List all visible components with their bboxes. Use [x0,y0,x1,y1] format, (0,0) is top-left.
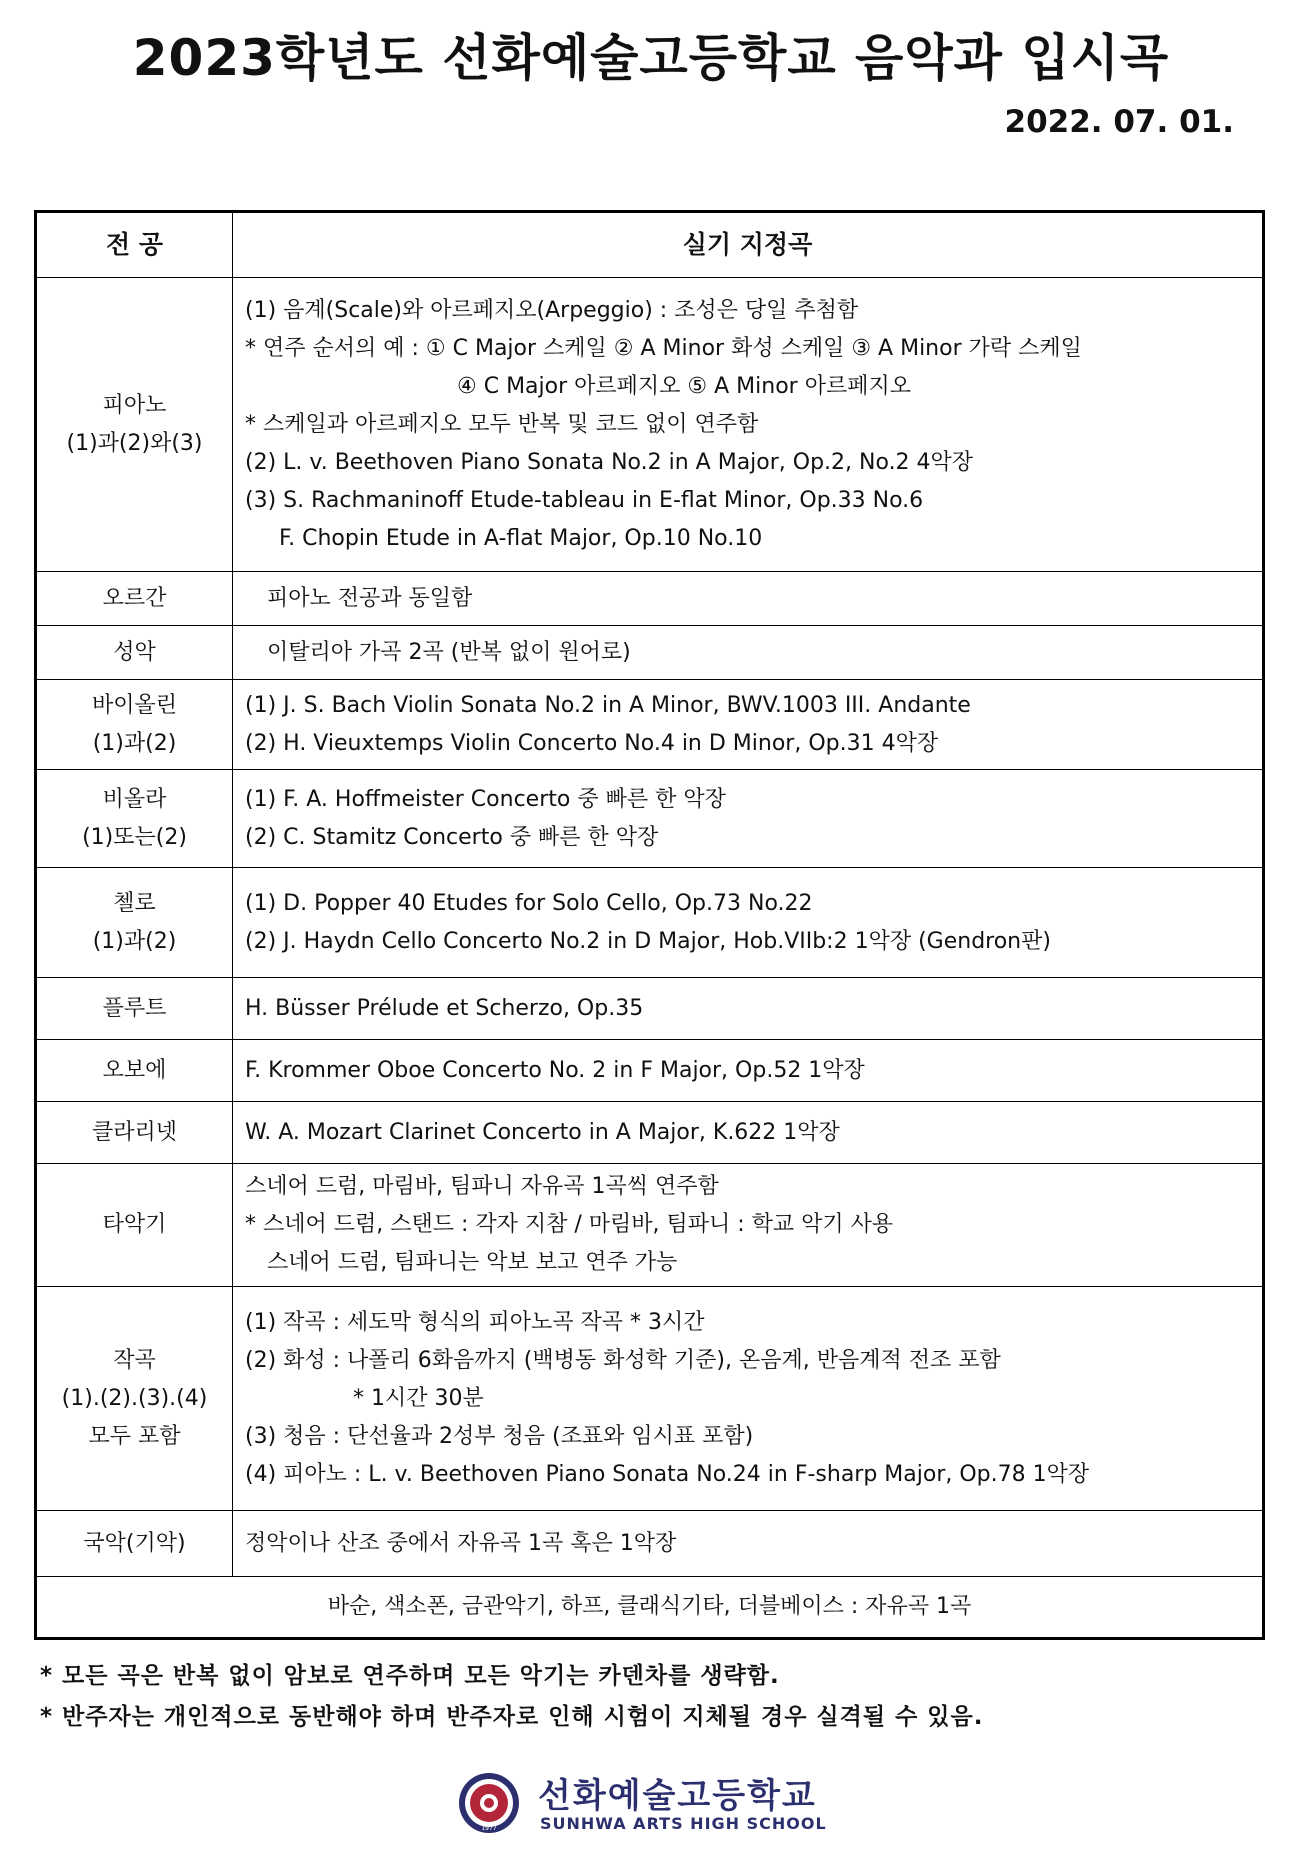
school-footer [458,1770,858,1840]
other-instruments-cell: 바순, 색소폰, 금관악기, 하프, 클래식기타, 더블베이스 : 자유곡 1곡 [36,1577,1264,1639]
piece-line: F. Chopin Etude in A-flat Major, Op.10 No.10 [279,525,763,551]
school-name-en: SUNHWA ARTS HIGH SCHOOL [540,1814,827,1833]
page-title: 2023학년도 선화예술고등학교 음악과 입시곡 [132,29,1170,87]
table-row [36,1164,1264,1287]
pieces-cell [233,278,1264,572]
piece-line: 피아노 전공과 동일함 [267,585,473,611]
pieces-cell [233,680,1264,770]
seal-year: 1977 [481,1825,497,1832]
major-name: 성악 [113,639,156,665]
pieces-cell [233,572,1264,626]
table-row [36,1577,1264,1639]
piece-line: F. Krommer Oboe Concerto No. 2 in F Major, Op.52 1악장 [245,1057,865,1083]
piece-line: * 1시간 30분 [353,1385,484,1411]
table-row [36,1102,1264,1164]
pieces-cell [233,868,1264,978]
major-name: 비올라 [102,786,167,812]
piece-line: 정악이나 산조 중에서 자유곡 1곡 혹은 1악장 [245,1530,677,1556]
table-row [36,1287,1264,1511]
piece-line: (3) 청음 : 단선율과 2성부 청음 (조표와 임시표 포함) [245,1423,754,1449]
audition-table [34,210,1265,1640]
major-name: 피아노 [102,392,167,418]
piece-line: (4) 피아노 : L. v. Beethoven Piano Sonata No.24 in F-sharp Major, Op.78 1악장 [245,1461,1090,1487]
school-seal-icon [458,1772,520,1834]
major-condition: (1)또는(2) [82,824,187,850]
piece-line: (1) F. A. Hoffmeister Concerto 중 빠른 한 악장 [245,786,726,812]
piece-line: * 스네어 드럼, 스탠드 : 각자 지참 / 마림바, 팀파니 : 학교 악기 사용 [245,1212,894,1237]
document-date: 2022. 07. 01. [1004,104,1234,140]
table-row [36,680,1264,770]
table-row [36,572,1264,626]
major-name: 첼로 [113,890,156,916]
table-row [36,626,1264,680]
piece-line: 스네어 드럼, 팀파니는 악보 보고 연주 가능 [267,1250,678,1275]
pieces-cell [233,1164,1264,1287]
major-name: 바이올린 [91,692,177,718]
major-cell [36,278,233,572]
major-name: 오보에 [102,1057,167,1083]
note-line: * 모든 곡은 반복 없이 암보로 연주하며 모든 악기는 카덴차를 생략함. [40,1663,780,1689]
major-cell [36,770,233,868]
school-name-ko: 선화예술고등학교 [538,1776,817,1816]
major-condition: (1)과(2)와(3) [66,430,203,456]
table-row [36,1040,1264,1102]
major-cell [36,572,233,626]
piece-line: (2) 화성 : 나폴리 6화음까지 (백병동 화성학 기준), 온음계, 반음계적 전조 포함 [245,1347,1001,1373]
piece-line: (1) J. S. Bach Violin Sonata No.2 in A Minor, BWV.1003 III. Andante [245,692,971,718]
piece-line: * 스케일과 아르페지오 모두 반복 및 코드 없이 연주함 [245,411,759,437]
major-cell [36,1102,233,1164]
notes [40,1656,983,1738]
piece-line: (1) 작곡 : 세도막 형식의 피아노곡 작곡 * 3시간 [245,1309,705,1335]
piece-line: (1) D. Popper 40 Etudes for Solo Cello, Op.73 No.22 [245,890,813,916]
piece-line: * 연주 순서의 예 : ① C Major 스케일 ② A Minor 화성 스케일 ③ A Minor 가락 스케일 [245,335,1082,361]
table-row [36,1511,1264,1577]
header-major: 전 공 [36,212,233,278]
pieces-cell [233,978,1264,1040]
major-cell [36,680,233,770]
table-row [36,278,1264,572]
major-cell [36,1511,233,1577]
major-cell [36,978,233,1040]
major-name: 타악기 [102,1212,167,1237]
major-cell [36,868,233,978]
piece-line: (2) J. Haydn Cello Concerto No.2 in D Major, Hob.VIIb:2 1악장 (Gendron판) [245,928,1051,954]
major-cell [36,626,233,680]
major-cell [36,1040,233,1102]
pieces-cell [233,1102,1264,1164]
major-name: 플루트 [102,995,167,1021]
piece-line: ④ C Major 아르페지오 ⑤ A Minor 아르페지오 [457,373,911,399]
major-condition: (1).(2).(3).(4) [61,1385,208,1411]
table-row [36,770,1264,868]
pieces-cell [233,1511,1264,1577]
major-cell [36,1164,233,1287]
pieces-cell [233,626,1264,680]
piece-line: H. Büsser Prélude et Scherzo, Op.35 [245,995,644,1021]
piece-line: (3) S. Rachmaninoff Etude-tableau in E-flat Minor, Op.33 No.6 [245,487,924,513]
table-row [36,978,1264,1040]
major-name: 클라리넷 [91,1119,177,1145]
piece-line: (2) H. Vieuxtemps Violin Concerto No.4 in D Minor, Op.31 4악장 [245,730,939,756]
major-condition: (1)과(2) [92,730,177,756]
major-condition: 모두 포함 [88,1423,181,1449]
table-row [36,868,1264,978]
piece-line: (2) C. Stamitz Concerto 중 빠른 한 악장 [245,824,659,850]
piece-line: (1) 음계(Scale)와 아르페지오(Arpeggio) : 조성은 당일 추첨함 [245,297,859,323]
pieces-cell [233,770,1264,868]
pieces-cell [233,1287,1264,1511]
table-header-row [36,212,1264,278]
piece-line: (2) L. v. Beethoven Piano Sonata No.2 in A Major, Op.2, No.2 4악장 [245,449,974,475]
piece-line: W. A. Mozart Clarinet Concerto in A Major, K.622 1악장 [245,1119,840,1145]
piece-line: 스네어 드럼, 마림바, 팀파니 자유곡 1곡씩 연주함 [245,1174,719,1199]
major-name: 작곡 [113,1347,156,1373]
major-cell [36,1287,233,1511]
piece-line: 이탈리아 가곡 2곡 (반복 없이 원어로) [267,639,631,665]
major-condition: (1)과(2) [92,928,177,954]
major-name: 오르간 [102,585,167,611]
header-pieces: 실기 지정곡 [233,212,1264,278]
note-line: * 반주자는 개인적으로 동반해야 하며 반주자로 인해 시험이 지체될 경우 실격될 수 있음. [40,1704,984,1730]
major-name: 국악(기악) [83,1530,186,1556]
pieces-cell [233,1040,1264,1102]
